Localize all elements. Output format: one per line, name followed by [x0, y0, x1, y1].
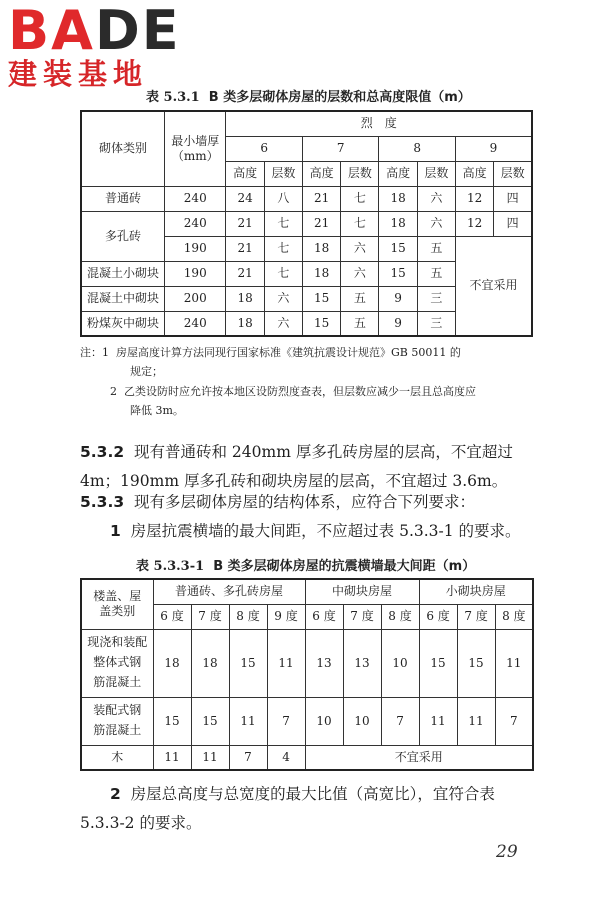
cell: 五	[341, 286, 379, 311]
cell: 四	[494, 186, 532, 211]
cell: 21	[302, 211, 340, 236]
table-row	[81, 186, 532, 211]
cell: 15	[379, 261, 417, 286]
cell: 四	[494, 211, 532, 236]
cell: 15	[302, 311, 340, 336]
sub-height: 高度	[379, 161, 417, 186]
table2-caption: 表 5.3.3-1 B 类多层砌体房屋的抗震横墙最大间距（m）	[136, 559, 476, 574]
cell: 12	[455, 186, 493, 211]
row-thickness: 240	[165, 186, 226, 211]
cell: 三	[417, 286, 455, 311]
cell: 4	[267, 745, 305, 770]
degree-label: 6 度	[305, 604, 343, 629]
table-5-3-1	[80, 110, 533, 337]
intensity-6: 6	[226, 136, 303, 161]
cell: 15	[379, 236, 417, 261]
table-5-3-3-1	[80, 578, 534, 771]
cell: 18	[379, 211, 417, 236]
cell: 七	[264, 261, 302, 286]
degree-label: 7 度	[343, 604, 381, 629]
cell: 15	[419, 629, 457, 697]
cell: 11	[229, 697, 267, 745]
cell: 9	[379, 286, 417, 311]
row-floor-type: 现浇和装配 整体式钢 筋混凝土	[81, 629, 153, 697]
cell: 六	[264, 286, 302, 311]
cell: 六	[417, 211, 455, 236]
sub-floors: 层数	[341, 161, 379, 186]
row-floor-type: 装配式钢 筋混凝土	[81, 697, 153, 745]
degree-label: 6 度	[153, 604, 191, 629]
cell: 11	[153, 745, 191, 770]
row-category: 普通砖	[81, 186, 165, 211]
cell: 18	[302, 236, 340, 261]
cell: 7	[381, 697, 419, 745]
cell: 11	[457, 697, 495, 745]
cell: 9	[379, 311, 417, 336]
cell: 7	[229, 745, 267, 770]
cell: 21	[302, 186, 340, 211]
cell: 11	[495, 629, 533, 697]
head-category: 砌体类别	[81, 111, 165, 186]
table1-caption: 表 5.3.1 B 类多层砌体房屋的层数和总高度限值（m）	[146, 90, 471, 105]
head-intensity: 烈 度	[226, 111, 532, 136]
table-row	[81, 211, 532, 236]
row-thickness: 190	[165, 236, 226, 261]
logo-subtitle: 建装基地	[8, 57, 149, 91]
cell: 18	[302, 261, 340, 286]
cell: 五	[341, 311, 379, 336]
cell: 7	[495, 697, 533, 745]
clause-5-3-2: 5.3.2 现有普通砖和 240mm 厚多孔砖房屋的层高，不宜超过 4m；190mm 厚多孔砖和砌块房屋的层高，不宜超过 3.6m。	[80, 443, 513, 490]
cell: 15	[302, 286, 340, 311]
cell: 六	[341, 261, 379, 286]
row-category: 粉煤灰中砌块	[81, 311, 165, 336]
group-small-block: 小砌块房屋	[419, 579, 533, 604]
group-medium-block: 中砌块房屋	[305, 579, 419, 604]
head-floor-type: 楼盖、屋 盖类别	[81, 579, 153, 629]
cell: 七	[341, 211, 379, 236]
intensity-8: 8	[379, 136, 456, 161]
cell: 11	[191, 745, 229, 770]
row-thickness: 200	[165, 286, 226, 311]
cell: 15	[191, 697, 229, 745]
row-category: 混凝土中砌块	[81, 286, 165, 311]
cell: 10	[305, 697, 343, 745]
cell: 五	[417, 236, 455, 261]
not-suitable-cell: 不宜采用	[305, 745, 533, 770]
group-brick: 普通砖、多孔砖房屋	[153, 579, 305, 604]
cell: 15	[229, 629, 267, 697]
cell: 八	[264, 186, 302, 211]
cell: 六	[341, 236, 379, 261]
cell: 18	[226, 286, 264, 311]
cell: 11	[267, 629, 305, 697]
cell: 18	[226, 311, 264, 336]
row-thickness: 240	[165, 311, 226, 336]
cell: 15	[153, 697, 191, 745]
degree-label: 7 度	[457, 604, 495, 629]
table-notes: 注：1 房屋高度计算方法同现行国家标准《建筑抗震设计规范》GB 50011 的 规定； 2 乙类设防时应允许按本地区设防烈度查表，但层数应减少一层且总高度应 降低 3m。	[80, 346, 476, 417]
table-row	[81, 745, 533, 770]
cell: 7	[267, 697, 305, 745]
degree-label: 7 度	[191, 604, 229, 629]
cell: 21	[226, 211, 264, 236]
degree-label: 8 度	[381, 604, 419, 629]
cell: 15	[457, 629, 495, 697]
cell: 13	[305, 629, 343, 697]
cell: 七	[264, 211, 302, 236]
cell: 12	[455, 211, 493, 236]
degree-label: 9 度	[267, 604, 305, 629]
cell: 10	[381, 629, 419, 697]
sub-floors: 层数	[264, 161, 302, 186]
cell: 三	[417, 311, 455, 336]
cell: 24	[226, 186, 264, 211]
cell: 13	[343, 629, 381, 697]
degree-label: 8 度	[229, 604, 267, 629]
sub-height: 高度	[302, 161, 340, 186]
not-suitable-cell: 不宜采用	[455, 236, 532, 336]
sub-height: 高度	[226, 161, 264, 186]
head-thickness: 最小墙厚（mm）	[165, 111, 226, 186]
cell: 21	[226, 261, 264, 286]
cell: 六	[264, 311, 302, 336]
cell: 七	[264, 236, 302, 261]
item-2: 2 房屋总高度与总宽度的最大比值（高宽比），宜符合表 5.3.3-2 的要求。	[80, 785, 495, 832]
row-thickness: 240	[165, 211, 226, 236]
cell: 18	[191, 629, 229, 697]
cell: 10	[343, 697, 381, 745]
row-category: 多孔砖	[81, 211, 165, 261]
row-thickness: 190	[165, 261, 226, 286]
clause-5-3-3: 5.3.3 现有多层砌体房屋的结构体系，应符合下列要求： 1 房屋抗震横墙的最大间距，不应超过表 5.3.3-1 的要求。	[80, 493, 521, 540]
cell: 11	[419, 697, 457, 745]
degree-label: 8 度	[495, 604, 533, 629]
cell: 七	[341, 186, 379, 211]
table-row	[81, 697, 533, 745]
cell: 21	[226, 236, 264, 261]
intensity-9: 9	[455, 136, 532, 161]
cell: 18	[153, 629, 191, 697]
degree-label: 6 度	[419, 604, 457, 629]
page-number: 29	[496, 842, 518, 862]
cell: 18	[379, 186, 417, 211]
row-category: 混凝土小砌块	[81, 261, 165, 286]
table-row	[81, 629, 533, 697]
sub-floors: 层数	[417, 161, 455, 186]
cell: 五	[417, 261, 455, 286]
sub-floors: 层数	[494, 161, 532, 186]
sub-height: 高度	[455, 161, 493, 186]
cell: 六	[417, 186, 455, 211]
logo-brand: BADE	[8, 0, 181, 62]
row-floor-type: 木	[81, 745, 153, 770]
intensity-7: 7	[302, 136, 379, 161]
